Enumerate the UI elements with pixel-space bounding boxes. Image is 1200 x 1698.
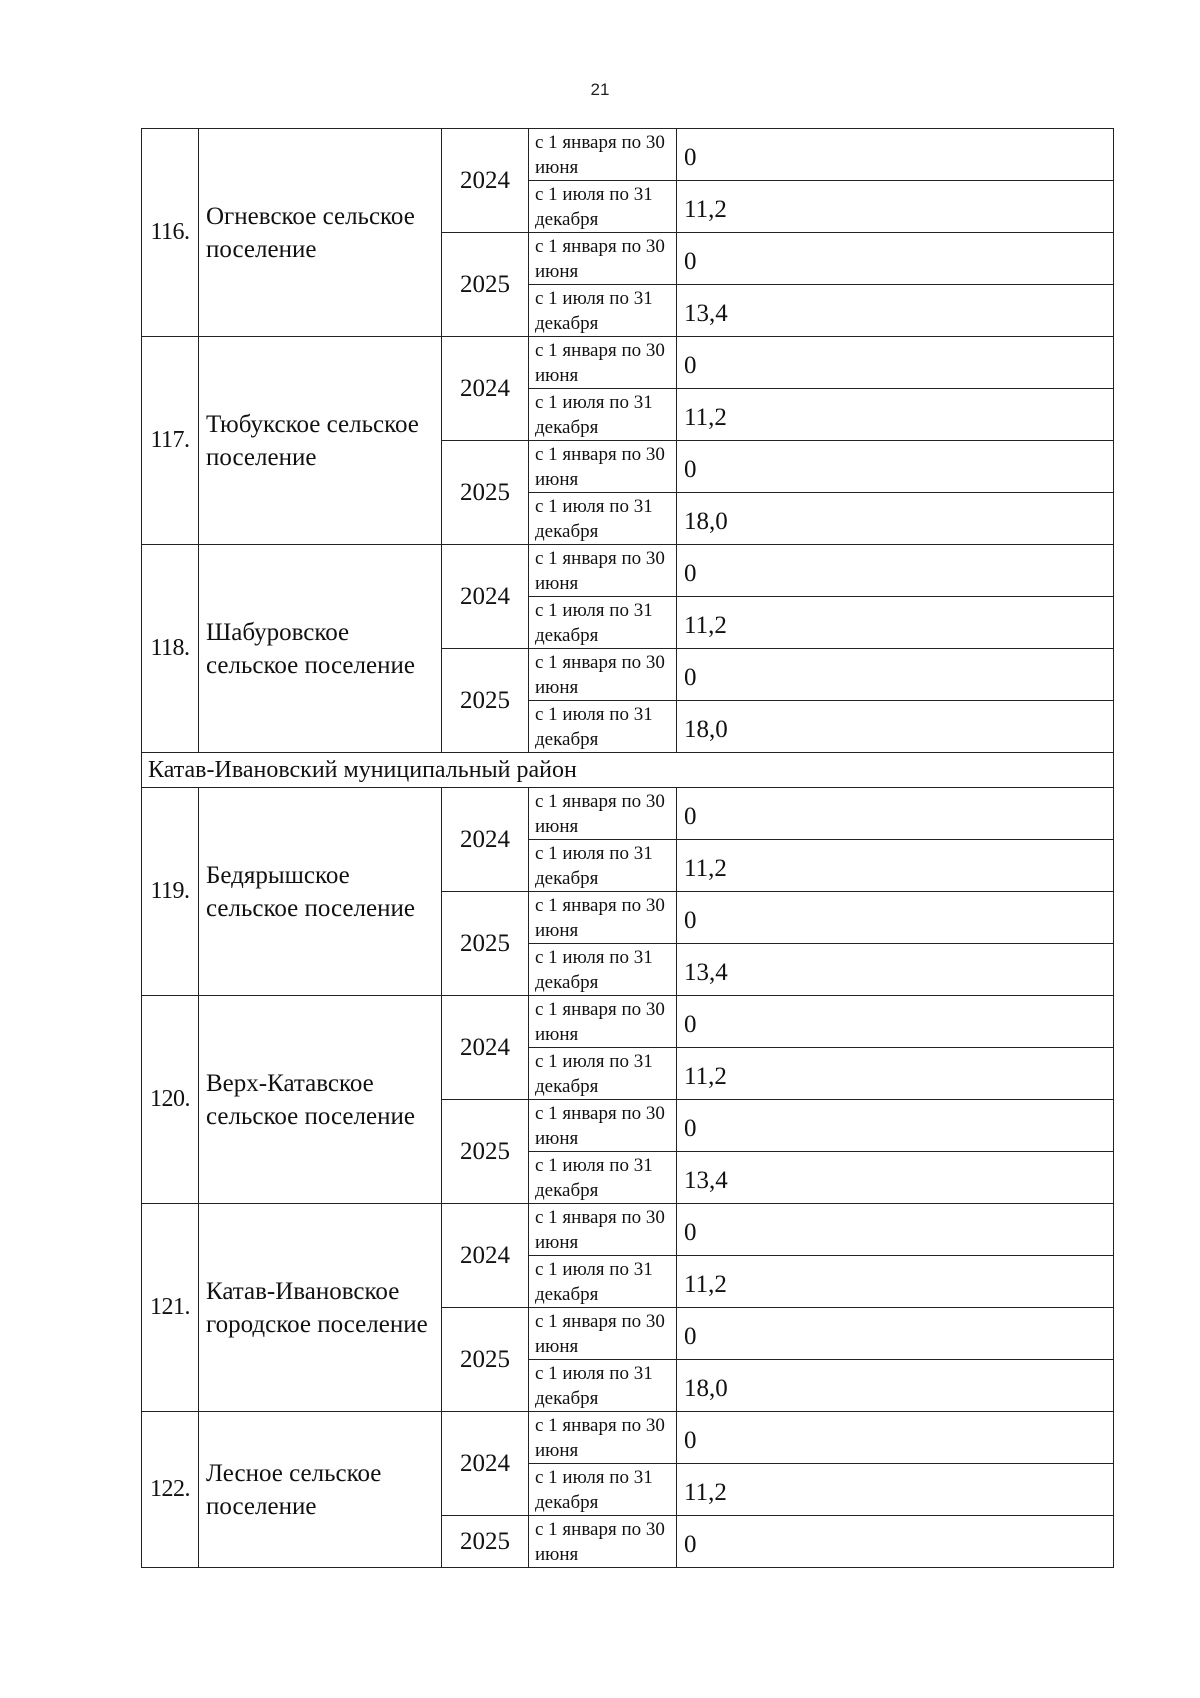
period-text: с 1 июля по 31 декабря bbox=[535, 1466, 653, 1513]
settlement-name-text: Тюбукское сельское поселение bbox=[206, 410, 419, 471]
period-cell bbox=[529, 892, 677, 944]
value-cell: 13,4 bbox=[677, 944, 1114, 996]
period-cell bbox=[529, 1204, 677, 1256]
period-text: с 1 января по 30 июня bbox=[535, 651, 665, 698]
period-cell bbox=[529, 1256, 677, 1308]
settlement-name-text: Огневское сельское поселение bbox=[206, 202, 415, 263]
settlement-name bbox=[199, 129, 442, 337]
period-text: с 1 января по 30 июня bbox=[535, 1518, 665, 1565]
year-cell: 2025 bbox=[442, 649, 529, 753]
table-row bbox=[142, 996, 1114, 1048]
period-cell bbox=[529, 181, 677, 233]
period-text: с 1 июля по 31 декабря bbox=[535, 287, 653, 334]
period-text: с 1 января по 30 июня bbox=[535, 894, 665, 941]
period-text: с 1 января по 30 июня bbox=[535, 339, 665, 386]
settlement-name bbox=[199, 1412, 442, 1568]
period-cell bbox=[529, 337, 677, 389]
table-row bbox=[142, 788, 1114, 840]
period-cell bbox=[529, 788, 677, 840]
period-cell bbox=[529, 1464, 677, 1516]
year-cell: 2024 bbox=[442, 1204, 529, 1308]
value-cell: 0 bbox=[677, 1204, 1114, 1256]
period-cell bbox=[529, 285, 677, 337]
entry-number: 117. bbox=[142, 337, 199, 545]
table-row bbox=[142, 337, 1114, 389]
value-cell: 0 bbox=[677, 788, 1114, 840]
year-cell: 2025 bbox=[442, 441, 529, 545]
settlement-name-text: Бедярышское сельское поселение bbox=[206, 861, 415, 922]
value-cell: 0 bbox=[677, 649, 1114, 701]
year-cell: 2024 bbox=[442, 337, 529, 441]
value-cell: 0 bbox=[677, 996, 1114, 1048]
value-cell: 11,2 bbox=[677, 1048, 1114, 1100]
period-cell bbox=[529, 1152, 677, 1204]
year-cell: 2025 bbox=[442, 233, 529, 337]
period-text: с 1 января по 30 июня bbox=[535, 1102, 665, 1149]
value-cell: 0 bbox=[677, 337, 1114, 389]
entry-number: 116. bbox=[142, 129, 199, 337]
year-cell: 2025 bbox=[442, 1100, 529, 1204]
table-row bbox=[142, 545, 1114, 597]
period-text: с 1 июля по 31 декабря bbox=[535, 1154, 653, 1201]
entry-number: 122. bbox=[142, 1412, 199, 1568]
table-row bbox=[142, 1412, 1114, 1464]
value-cell: 11,2 bbox=[677, 389, 1114, 441]
value-cell: 11,2 bbox=[677, 597, 1114, 649]
year-cell: 2024 bbox=[442, 129, 529, 233]
value-cell: 0 bbox=[677, 1100, 1114, 1152]
entry-number: 118. bbox=[142, 545, 199, 753]
value-cell: 18,0 bbox=[677, 1360, 1114, 1412]
year-cell: 2025 bbox=[442, 1516, 529, 1568]
period-cell bbox=[529, 545, 677, 597]
period-text: с 1 января по 30 июня bbox=[535, 235, 665, 282]
period-text: с 1 июля по 31 декабря bbox=[535, 391, 653, 438]
period-cell bbox=[529, 649, 677, 701]
period-text: с 1 июля по 31 декабря bbox=[535, 842, 653, 889]
value-cell: 11,2 bbox=[677, 1256, 1114, 1308]
period-text: с 1 января по 30 июня bbox=[535, 790, 665, 837]
period-cell bbox=[529, 1360, 677, 1412]
period-cell bbox=[529, 944, 677, 996]
value-cell: 0 bbox=[677, 129, 1114, 181]
period-text: с 1 января по 30 июня bbox=[535, 998, 665, 1045]
period-text: с 1 июля по 31 декабря bbox=[535, 1050, 653, 1097]
entry-number: 121. bbox=[142, 1204, 199, 1412]
period-text: с 1 января по 30 июня bbox=[535, 1310, 665, 1357]
value-cell: 11,2 bbox=[677, 840, 1114, 892]
value-cell: 0 bbox=[677, 441, 1114, 493]
value-cell: 0 bbox=[677, 545, 1114, 597]
tariff-table-body bbox=[142, 129, 1114, 1568]
value-cell: 0 bbox=[677, 1412, 1114, 1464]
period-text: с 1 января по 30 июня bbox=[535, 1414, 665, 1461]
value-cell: 0 bbox=[677, 233, 1114, 285]
year-cell: 2025 bbox=[442, 892, 529, 996]
period-cell bbox=[529, 1412, 677, 1464]
period-text: с 1 июля по 31 декабря bbox=[535, 946, 653, 993]
period-cell bbox=[529, 597, 677, 649]
period-cell bbox=[529, 233, 677, 285]
value-cell: 11,2 bbox=[677, 181, 1114, 233]
district-section-row bbox=[142, 753, 1114, 788]
settlement-name bbox=[199, 788, 442, 996]
value-cell: 0 bbox=[677, 1308, 1114, 1360]
settlement-name bbox=[199, 337, 442, 545]
period-text: с 1 января по 30 июня bbox=[535, 443, 665, 490]
year-cell: 2024 bbox=[442, 1412, 529, 1516]
period-cell bbox=[529, 996, 677, 1048]
year-cell: 2024 bbox=[442, 545, 529, 649]
period-text: с 1 января по 30 июня bbox=[535, 547, 665, 594]
settlement-name-text: Верх-Катавское сельское поселение bbox=[206, 1069, 415, 1130]
period-cell bbox=[529, 493, 677, 545]
settlement-name-text: Катав-Ивановское городское поселение bbox=[206, 1277, 428, 1338]
entry-number: 119. bbox=[142, 788, 199, 996]
year-cell: 2025 bbox=[442, 1308, 529, 1412]
value-cell: 0 bbox=[677, 892, 1114, 944]
period-cell bbox=[529, 1100, 677, 1152]
period-cell bbox=[529, 389, 677, 441]
value-cell: 18,0 bbox=[677, 701, 1114, 753]
period-text: с 1 июля по 31 декабря bbox=[535, 1258, 653, 1305]
period-cell bbox=[529, 701, 677, 753]
period-text: с 1 июля по 31 декабря bbox=[535, 1362, 653, 1409]
year-cell: 2024 bbox=[442, 788, 529, 892]
period-cell bbox=[529, 1516, 677, 1568]
value-cell: 13,4 bbox=[677, 285, 1114, 337]
tariff-table bbox=[141, 128, 1114, 1568]
period-text: с 1 января по 30 июня bbox=[535, 131, 665, 178]
year-cell: 2024 bbox=[442, 996, 529, 1100]
district-section-label: Катав-Ивановский муниципальный район bbox=[142, 753, 1114, 788]
value-cell: 11,2 bbox=[677, 1464, 1114, 1516]
entry-number: 120. bbox=[142, 996, 199, 1204]
settlement-name bbox=[199, 545, 442, 753]
table-row bbox=[142, 1204, 1114, 1256]
settlement-name-text: Шабуровское сельское поселение bbox=[206, 618, 415, 679]
value-cell: 0 bbox=[677, 1516, 1114, 1568]
period-cell bbox=[529, 840, 677, 892]
period-text: с 1 июля по 31 декабря bbox=[535, 183, 653, 230]
settlement-name bbox=[199, 996, 442, 1204]
period-text: с 1 июля по 31 декабря bbox=[535, 495, 653, 542]
period-text: с 1 июля по 31 декабря bbox=[535, 599, 653, 646]
period-cell bbox=[529, 129, 677, 181]
value-cell: 18,0 bbox=[677, 493, 1114, 545]
period-cell bbox=[529, 441, 677, 493]
period-cell bbox=[529, 1308, 677, 1360]
settlement-name-text: Лесное сельское поселение bbox=[206, 1459, 382, 1520]
page-number: 21 bbox=[590, 80, 610, 99]
table-row bbox=[142, 129, 1114, 181]
period-cell bbox=[529, 1048, 677, 1100]
period-text: с 1 июля по 31 декабря bbox=[535, 703, 653, 750]
settlement-name bbox=[199, 1204, 442, 1412]
value-cell: 13,4 bbox=[677, 1152, 1114, 1204]
period-text: с 1 января по 30 июня bbox=[535, 1206, 665, 1253]
